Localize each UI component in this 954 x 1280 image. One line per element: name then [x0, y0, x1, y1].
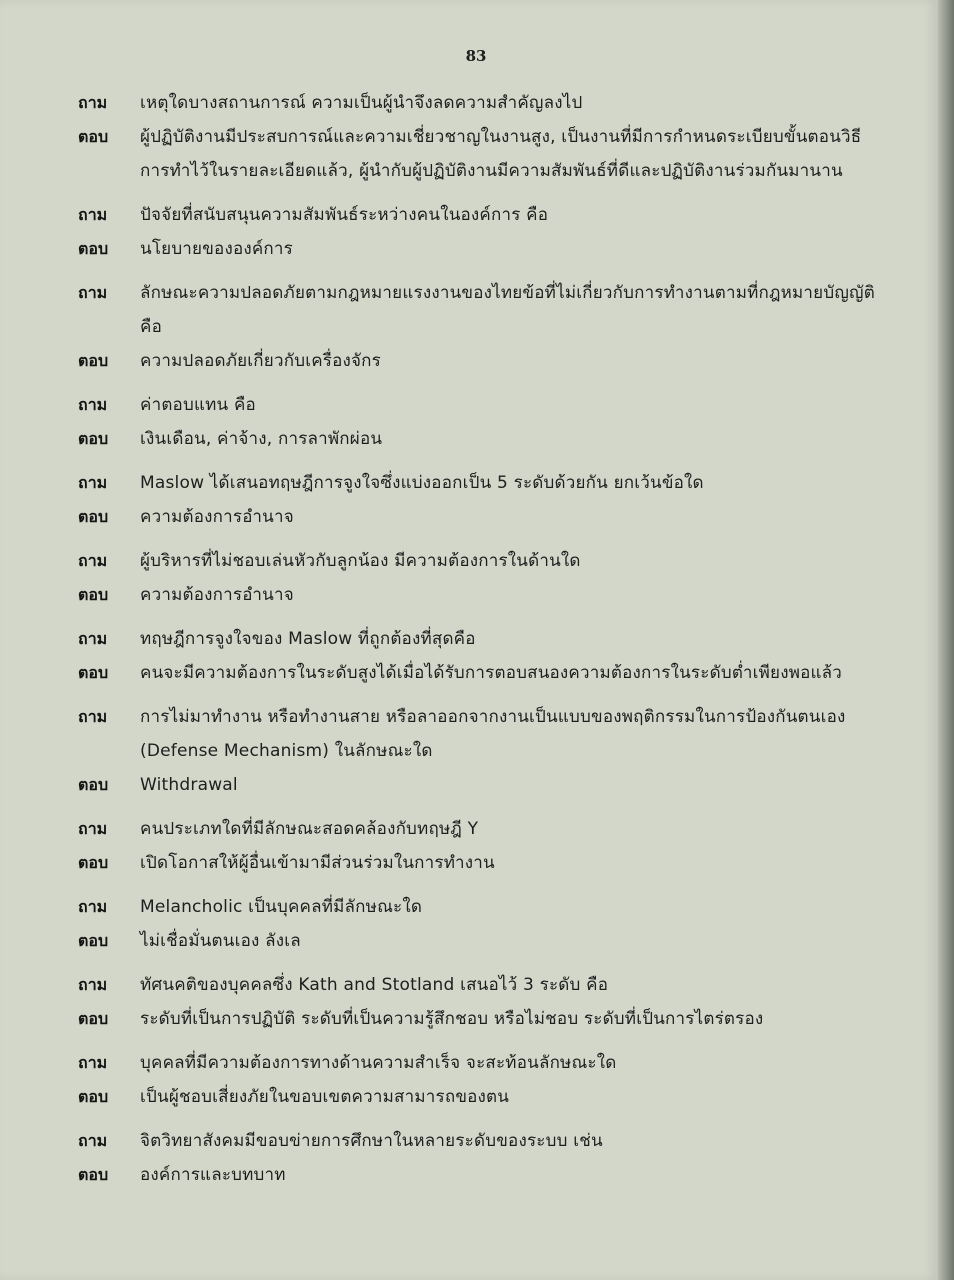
answer-row [78, 1158, 878, 1192]
question-row [78, 1046, 878, 1080]
answer-label: ตอบ [78, 507, 109, 526]
answer-text: เงินเดือน, ค่าจ้าง, การลาพักผ่อน [140, 429, 383, 449]
question-row [78, 544, 878, 578]
answer-text: เปิดโอกาสให้ผู้อื่นเข้ามามีส่วนร่วมในการทำงาน [140, 853, 495, 873]
answer-label: ตอบ [78, 663, 109, 682]
answer-label: ตอบ [78, 931, 109, 950]
answer-row [78, 1080, 878, 1114]
answer-label: ตอบ [78, 351, 109, 370]
answer-label: ตอบ [78, 585, 109, 604]
qa-item [78, 544, 878, 612]
qa-item [78, 700, 878, 802]
question-row [78, 812, 878, 846]
question-text: ปัจจัยที่สนับสนุนความสัมพันธ์ระหว่างคนในองค์การ คือ [140, 205, 549, 225]
question-row [78, 276, 878, 344]
question-row [78, 968, 878, 1002]
question-text: บุคคลที่มีความต้องการทางด้านความสำเร็จ จะสะท้อนลักษณะใด [140, 1053, 617, 1073]
question-row [78, 890, 878, 924]
answer-text: ความต้องการอำนาจ [140, 507, 294, 527]
answer-row [78, 500, 878, 534]
question-row [78, 388, 878, 422]
question-label: ถาม [78, 897, 108, 916]
question-row [78, 622, 878, 656]
qa-item [78, 466, 878, 534]
answer-row [78, 656, 878, 690]
answer-label: ตอบ [78, 853, 109, 872]
question-text: Maslow ได้เสนอทฤษฎีการจูงใจซึ่งแบ่งออกเป็น 5 ระดับด้วยกัน ยกเว้นข้อใด [140, 473, 704, 493]
answer-text: ความต้องการอำนาจ [140, 585, 294, 605]
answer-row [78, 422, 878, 456]
answer-label: ตอบ [78, 429, 109, 448]
question-label: ถาม [78, 205, 108, 224]
answer-row [78, 846, 878, 880]
answer-row [78, 768, 878, 802]
question-text: ผู้บริหารที่ไม่ชอบเล่นหัวกับลูกน้อง มีความต้องการในด้านใด [140, 551, 581, 571]
question-text: ค่าตอบแทน คือ [140, 395, 256, 415]
question-text: เหตุใดบางสถานการณ์ ความเป็นผู้นำจึงลดความสำคัญลงไป [140, 93, 583, 113]
question-label: ถาม [78, 551, 108, 570]
answer-label: ตอบ [78, 1165, 109, 1184]
question-label: ถาม [78, 473, 108, 492]
question-text: Melancholic เป็นบุคคลที่มีลักษณะใด [140, 897, 423, 917]
question-text: จิตวิทยาสังคมมีขอบข่ายการศึกษาในหลายระดับของระบบ เช่น [140, 1131, 603, 1151]
qa-list [78, 86, 878, 1202]
qa-item [78, 388, 878, 456]
answer-row [78, 578, 878, 612]
question-label: ถาม [78, 629, 108, 648]
page-number: 83 [465, 47, 487, 65]
answer-label: ตอบ [78, 1087, 109, 1106]
question-row [78, 198, 878, 232]
answer-label: ตอบ [78, 239, 109, 258]
answer-label: ตอบ [78, 1009, 109, 1028]
question-text: ทฤษฎีการจูงใจของ Maslow ที่ถูกต้องที่สุดคือ [140, 629, 476, 649]
answer-row [78, 120, 878, 188]
page-edge-shadow [938, 0, 954, 1280]
answer-row [78, 344, 878, 378]
question-label: ถาม [78, 283, 108, 302]
answer-text: เป็นผู้ชอบเสี่ยงภัยในขอบเขตความสามารถของตน [140, 1087, 510, 1107]
question-row [78, 700, 878, 768]
question-row [78, 1124, 878, 1158]
answer-text: ความปลอดภัยเกี่ยวกับเครื่องจักร [140, 351, 381, 371]
qa-item [78, 622, 878, 690]
answer-label: ตอบ [78, 775, 109, 794]
question-label: ถาม [78, 1131, 108, 1150]
answer-text: ไม่เชื่อมั่นตนเอง ลังเล [140, 931, 301, 951]
qa-item [78, 86, 878, 188]
question-label: ถาม [78, 395, 108, 414]
answer-text: องค์การและบทบาท [140, 1165, 286, 1185]
question-label: ถาม [78, 707, 108, 726]
question-row [78, 466, 878, 500]
qa-item [78, 812, 878, 880]
question-text: ทัศนคติของบุคคลซึ่ง Kath and Stotland เสนอไว้ 3 ระดับ คือ [140, 975, 609, 995]
qa-item [78, 1046, 878, 1114]
question-text: คนประเภทใดที่มีลักษณะสอดคล้องกับทฤษฎี Y [140, 819, 479, 839]
question-text: การไม่มาทำงาน หรือทำงานสาย หรือลาออกจากงานเป็นแบบของพฤติกรรมในการป้องกันตนเอง (Defense Mechanism) ในลักษณะใด [140, 707, 846, 761]
answer-row [78, 1002, 878, 1036]
question-text: ลักษณะความปลอดภัยตามกฎหมายแรงงานของไทยข้อที่ไม่เกี่ยวกับการทำงานตามที่กฎหมายบัญญัติคือ [140, 283, 875, 337]
question-row [78, 86, 878, 120]
answer-text: ผู้ปฏิบัติงานมีประสบการณ์และความเชี่ยวชาญในงานสูง, เป็นงานที่มีการกำหนดระเบียบขั้นตอนวิธีการทำไว้ในรายละเอียดแล้ว, ผู้นำกับผู้ปฏิบัติงานมีความสัมพันธ์ที่ดีและปฏิบัติงานร่วมกันมานาน [140, 127, 862, 181]
qa-item [78, 276, 878, 378]
qa-item [78, 890, 878, 958]
qa-item [78, 198, 878, 266]
answer-row [78, 232, 878, 266]
qa-item [78, 1124, 878, 1192]
answer-row [78, 924, 878, 958]
question-label: ถาม [78, 1053, 108, 1072]
answer-text: นโยบายขององค์การ [140, 239, 293, 259]
answer-text: Withdrawal [140, 775, 238, 795]
question-label: ถาม [78, 93, 108, 112]
answer-text: คนจะมีความต้องการในระดับสูงได้เมื่อได้รับการตอบสนองความต้องการในระดับต่ำเพียงพอแล้ว [140, 663, 843, 683]
question-label: ถาม [78, 819, 108, 838]
qa-item [78, 968, 878, 1036]
answer-label: ตอบ [78, 127, 109, 146]
question-label: ถาม [78, 975, 108, 994]
answer-text: ระดับที่เป็นการปฏิบัติ ระดับที่เป็นความรู้สึกชอบ หรือไม่ชอบ ระดับที่เป็นการไตร่ตรอง [140, 1009, 764, 1029]
